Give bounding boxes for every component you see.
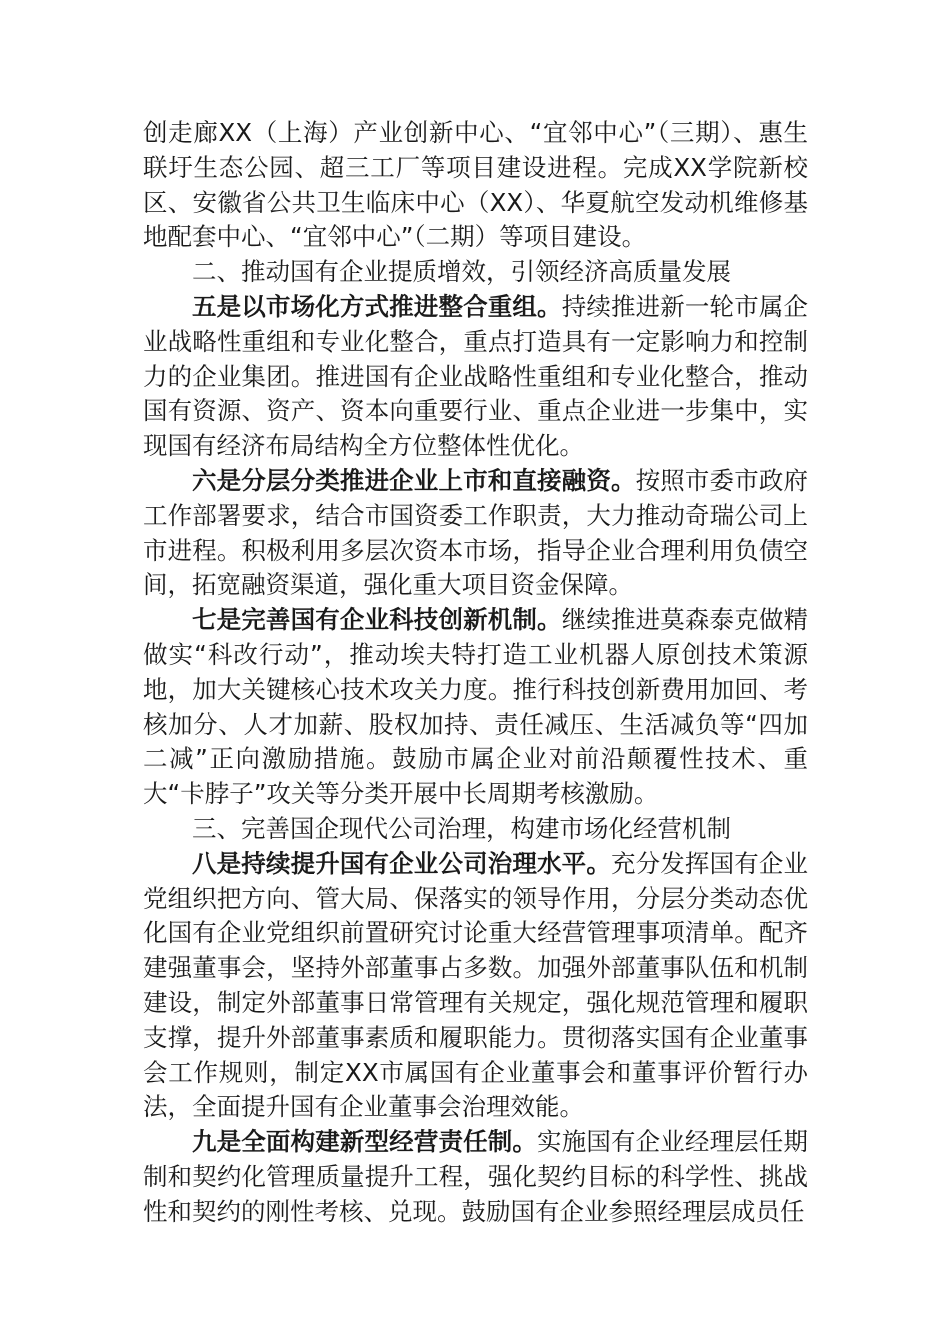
paragraph-lead: 九是全面构建新型经营责任制。 — [192, 1127, 538, 1157]
heading-text: 二、推动国有企业提质增效，引领经济高质量发展 — [192, 257, 731, 287]
paragraph-lead: 八是持续提升国有企业公司治理水平。 — [192, 848, 611, 878]
paragraph-text: 继续推进莫森泰克做精做实“科改行动”，推动埃夫特打造工业机器人原创技术策源地，加大关键核心技术攻关力度。推行科技创新费用加回、考核加分、人才加薪、股权加持、责任减压、生活减负等“四加二减”正向激励措施。鼓励市属企业对前沿颠覆性技术、重大“卡脖子”攻关等分类开展中长周期考核激励。 — [143, 605, 808, 809]
document-page — [143, 116, 808, 1230]
paragraph-lead: 六是分层分类推进企业上市和直接融资。 — [192, 465, 636, 495]
paragraph-lead: 五是以市场化方式推进整合重组。 — [192, 291, 562, 321]
paragraph-text: 持续推进新一轮市属企业战略性重组和专业化整合，重点打造具有一定影响力和控制力的企业集团。推进国有企业战略性重组和专业化整合，推动国有资源、资产、资本向重要行业、重点企业进一步集中，实现国有经济布局结构全方位整体性优化。 — [143, 291, 808, 461]
paragraph-text: 实施国有企业经理层任期制和契约化管理质量提升工程，强化契约目标的科学性、挑战性和契约的刚性考核、兑现。鼓励国有企业参照经理层成员任 — [143, 1127, 809, 1226]
paragraph-item-8 — [143, 847, 808, 1125]
paragraph-continuation — [143, 116, 808, 255]
paragraph-text: 创走廊XX（上海）产业创新中心、“宜邻中心”（三期）、惠生联圩生态公园、超三工厂等项目建设进程。完成XX学院新校区、安徽省公共卫生临床中心（XX）、华夏航空发动机维修基地配套中心、“宜邻中心”（二期）等项目建设。 — [143, 118, 808, 252]
paragraph-item-9 — [143, 1125, 808, 1229]
section-heading-3 — [143, 812, 808, 847]
paragraph-item-7 — [143, 603, 808, 812]
paragraph-text: 按照市委市政府工作部署要求，结合市国资委工作职责，大力推动奇瑞公司上市进程。积极利用多层次资本市场，指导企业合理利用负债空间，拓宽融资渠道，强化重大项目资金保障。 — [143, 465, 808, 600]
heading-text: 三、完善国企现代公司治理，构建市场化经营机制 — [192, 813, 731, 843]
paragraph-item-5 — [143, 290, 808, 464]
section-heading-2 — [143, 255, 808, 290]
paragraph-lead: 七是完善国有企业科技创新机制。 — [192, 605, 562, 635]
paragraph-item-6 — [143, 464, 808, 603]
paragraph-text: 充分发挥国有企业党组织把方向、管大局、保落实的领导作用，分层分类动态优化国有企业党组织前置研究讨论重大经营管理事项清单。配齐建强董事会，坚持外部董事占多数。加强外部董事队伍和机制建设，制定外部董事日常管理有关规定，强化规范管理和履职支撑，提升外部董事素质和履职能力。贯彻落实国有企业董事会工作规则，制定XX市属国有企业董事会和董事评价暂行办法，全面提升国有企业董事会治理效能。 — [143, 848, 809, 1122]
